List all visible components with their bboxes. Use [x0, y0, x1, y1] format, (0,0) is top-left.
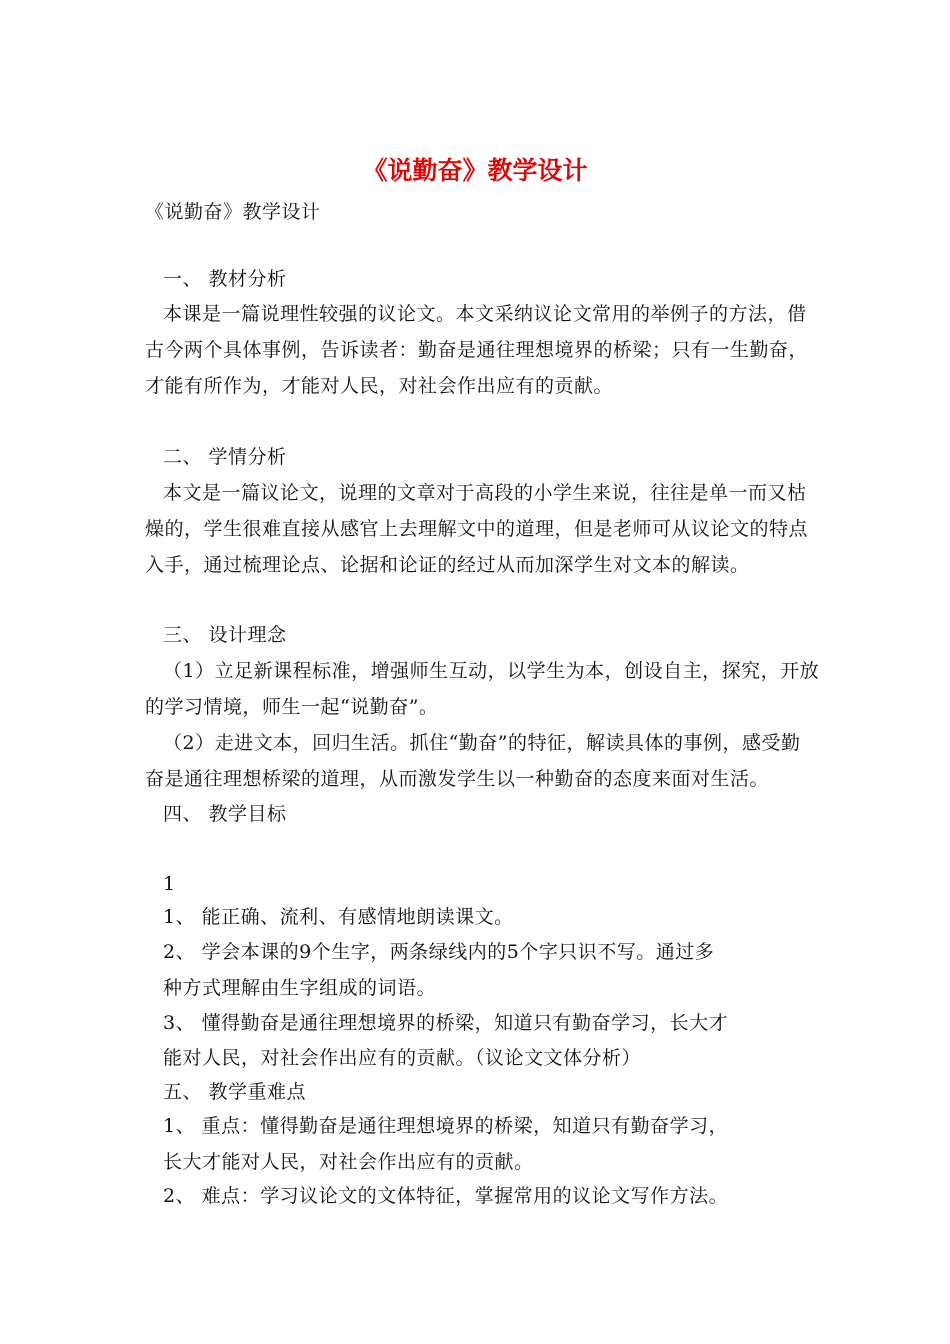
paragraph-line: 才能有所作为，才能对人民，对社会作出应有的贡献。	[145, 375, 614, 397]
list-item-continuation: 能对人民，对社会作出应有的贡献。（议论文文体分析）	[163, 1047, 642, 1069]
paragraph-line: 奋是通往理想桥梁的道理，从而激发学生以一种勤奋的态度来面对生活。	[145, 768, 770, 790]
list-marker: 1	[163, 873, 176, 895]
document-title: 《说勤奋》教学设计	[362, 156, 588, 185]
paragraph-line: 本课是一篇说理性较强的议论文。本文采纳议论文常用的举例子的方法，借	[163, 303, 807, 325]
section-heading-1: 一、 教材分析	[163, 268, 287, 290]
list-item: 1、 能正确、流利、有感情地朗读课文。	[163, 906, 514, 928]
paragraph-line: 的学习情境，师生一起“说勤奋”。	[145, 696, 439, 718]
list-item-continuation: 种方式理解由生字组成的词语。	[163, 977, 437, 999]
list-item: 3、 懂得勤奋是通往理想境界的桥梁，知道只有勤奋学习，长大才	[163, 1012, 729, 1034]
paragraph-line: 古今两个具体事例，告诉读者：勤奋是通往理想境界的桥梁；只有一生勤奋，	[145, 339, 809, 361]
section-heading-3: 三、 设计理念	[163, 624, 287, 646]
list-item: 2、 难点：学习议论文的文体特征，掌握常用的议论文写作方法。	[163, 1185, 729, 1207]
section-heading-4: 四、 教学目标	[163, 803, 287, 825]
paragraph-line: （2）走进文本，回归生活。抓住“勤奋”的特征，解读具体的事例，感受勤	[163, 732, 801, 754]
paragraph-line: 本文是一篇议论文，说理的文章对于高段的小学生来说，往往是单一而又枯	[163, 482, 807, 504]
paragraph-line: 燥的，学生很难直接从感官上去理解文中的道理，但是老师可从议论文的特点	[145, 518, 809, 540]
list-item-continuation: 长大才能对人民，对社会作出应有的贡献。	[163, 1151, 534, 1173]
paragraph-line: 入手，通过梳理论点、论据和论证的经过从而加深学生对文本的解读。	[145, 554, 750, 576]
document-subtitle: 《说勤奋》教学设计	[145, 201, 321, 223]
section-heading-2: 二、 学情分析	[163, 446, 287, 468]
list-item: 1、 重点：懂得勤奋是通往理想境界的桥梁，知道只有勤奋学习，	[163, 1115, 729, 1137]
paragraph-line: （1）立足新课程标准，增强师生互动，以学生为本，创设自主，探究，开放	[163, 660, 820, 682]
list-item: 2、 学会本课的9个生字，两条绿线内的5个字只识不写。通过多	[163, 941, 715, 963]
section-heading-5: 五、 教学重难点	[163, 1081, 307, 1103]
